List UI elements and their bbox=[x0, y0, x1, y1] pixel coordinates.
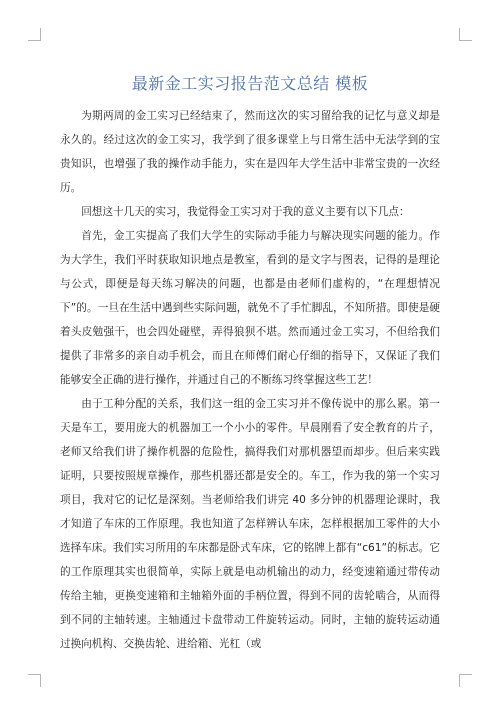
paragraph-summary-lead: 回想这十几天的实习，我觉得金工实习对于我的意义主要有以下几点： bbox=[81, 206, 410, 218]
crop-mark-bottom-left bbox=[28, 674, 41, 687]
paragraph-lathe-work: 由于工种分配的关系，我们这一组的金工实习并不像传说中的那么累。第一天是车工，要用庞大的机器加工一个小小的零件。早晨刚看了安全教育的片子，老师又给我们讲了操作机器的危险性，搞得我们对那机器望而却步。但后来实践证明，只要按照规章操作，那些机器还都是安全的。车工，作为我的第一个实习项目，我对它的记忆是深刻。当老师给我们讲完 40 多分钟的机器理论课时，我才知道了车床的工作原理。我也知道了怎样辨认车床，怎样根据加工零件的大小选择车床。我们实习所用的车床都是卧式车床，它的铭牌上都有“c61”的标志。它的工作原理其实也很简单，实际上就是电动机输出的动力，经变速箱通过带传动传给主轴，更换变速箱和主轴箱外面的手柄位置，得到不同的齿轮啮合，从而得到不同的主轴转速。主轴通过卡盘带动工件旋转运动。同时，主轴的旋转运动通过换向机构、交换齿轮、进给箱、光杠（或 bbox=[60, 398, 440, 650]
crop-mark-top-left bbox=[28, 28, 41, 41]
crop-mark-top-right bbox=[459, 28, 472, 41]
paragraph-intro: 为期两周的金工实习已经结束了，然而这次的实习留给我的记忆与意义却是永久的。经过这次的金工实习，我学到了很多课堂上与日常生活中无法学到的宝贵知识，也增强了我的操作动手能力，实在是四年大学生活中非常宝贵的一次经历。 bbox=[60, 110, 440, 194]
document-title: 最新金工实习报告范文总结 模板 bbox=[131, 73, 369, 93]
paragraph-first-point: 首先，金工实提高了我们大学生的实际动手能力与解决现实问题的能力。作为大学生，我们平时获取知识地点是教室，看到的是文字与图表，记得的是理论与公式，即便是每天练习解决的问题，也都是由老师们虚构的，“在理想情况下”的。一旦在生活中遇到些实际问题，就免不了手忙脚乱，不知所措。即使是硬着头皮勉强干，也会四处碰壁，弄得狼狈不堪。然而通过金工实习，不但给我们提供了非常多的亲自动手机会，而且在师傅们耐心仔细的指导下，又保证了我们能够安全正确的进行操作，并通过自己的不断练习终掌握这些工艺！ bbox=[60, 230, 440, 386]
crop-mark-bottom-right bbox=[459, 674, 472, 687]
document-body bbox=[60, 104, 440, 656]
